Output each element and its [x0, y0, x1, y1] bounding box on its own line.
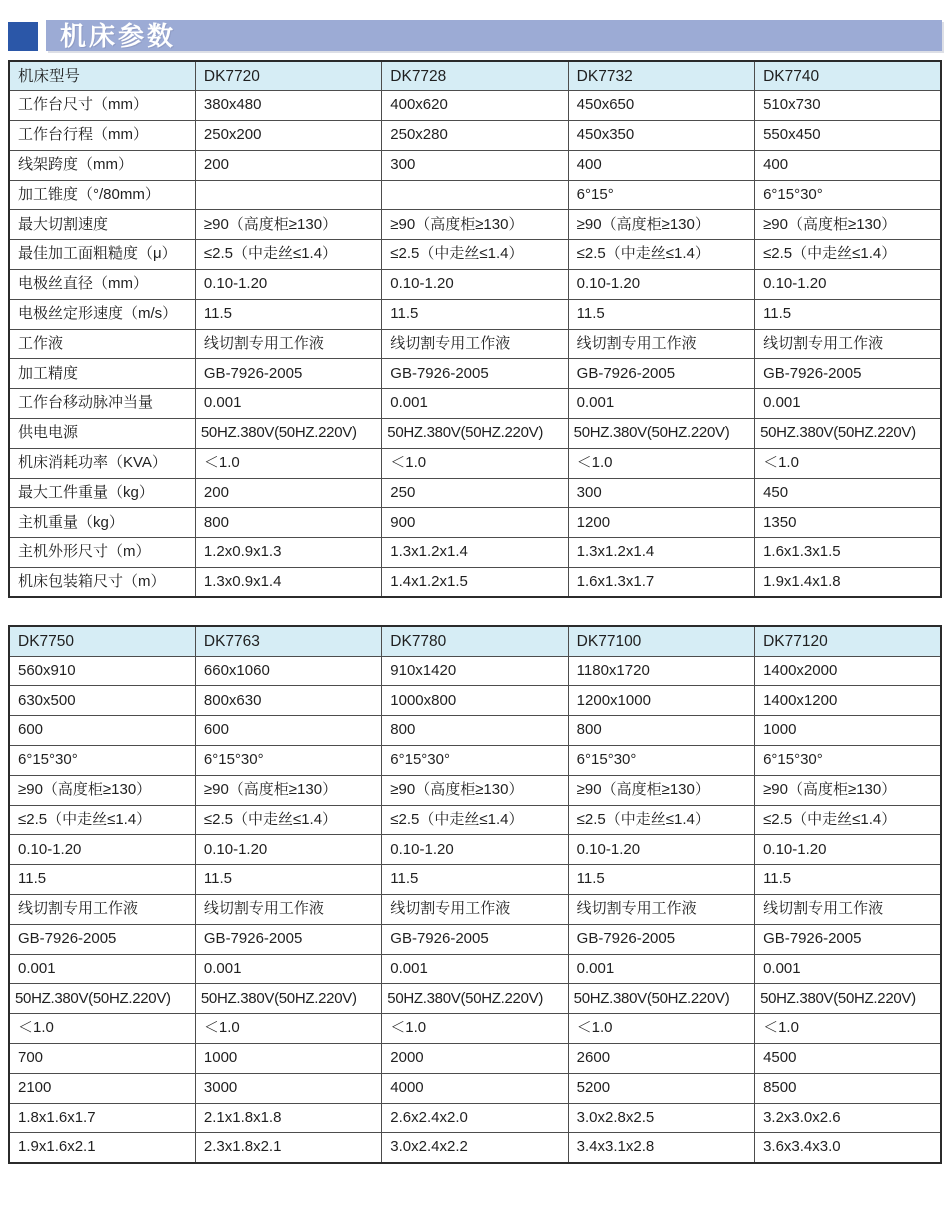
table-cell: GB-7926-2005 [382, 359, 568, 389]
table-row [9, 895, 941, 925]
row-label-cell: 供电电源 [9, 419, 195, 449]
table-cell: ＜1.0 [568, 448, 754, 478]
table-cell: 11.5 [568, 865, 754, 895]
table-row [9, 448, 941, 478]
table-cell: 200 [195, 150, 381, 180]
table-cell: GB-7926-2005 [568, 359, 754, 389]
table-cell: 1200 [568, 508, 754, 538]
table-row [9, 865, 941, 895]
table-cell: 1.3x1.2x1.4 [382, 538, 568, 568]
table-cell: ＜1.0 [755, 1014, 941, 1044]
table-cell: 8500 [755, 1073, 941, 1103]
table-cell: 线切割专用工作液 [755, 895, 941, 925]
table-cell: 50HZ.380V(50HZ.220V) [755, 419, 941, 449]
table-cell: ＜1.0 [755, 448, 941, 478]
table-cell: 线切割专用工作液 [9, 895, 195, 925]
table-cell: 900 [382, 508, 568, 538]
table-cell: 1180x1720 [568, 656, 754, 686]
header-cell: DK7740 [755, 61, 941, 91]
row-label-cell: 最佳加工面粗糙度（μ） [9, 240, 195, 270]
table-cell: 0.001 [195, 954, 381, 984]
table-cell: 0.001 [568, 954, 754, 984]
table-row [9, 299, 941, 329]
table-cell: 11.5 [755, 865, 941, 895]
table-header-row [9, 626, 941, 656]
table-cell: 6°15°30° [9, 746, 195, 776]
table-cell: 0.10-1.20 [195, 270, 381, 300]
table-cell: 1.9x1.6x2.1 [9, 1133, 195, 1163]
table-cell: 0.10-1.20 [568, 270, 754, 300]
table-row [9, 1073, 941, 1103]
table-cell: ＜1.0 [195, 448, 381, 478]
table-cell: 660x1060 [195, 656, 381, 686]
table-cell: 0.10-1.20 [755, 270, 941, 300]
table-cell: 1.3x0.9x1.4 [195, 568, 381, 598]
table-cell: 50HZ.380V(50HZ.220V) [755, 984, 941, 1014]
table-cell: 250 [382, 478, 568, 508]
row-label-cell: 加工精度 [9, 359, 195, 389]
table-cell: 11.5 [755, 299, 941, 329]
table-row [9, 716, 941, 746]
table-cell: 11.5 [195, 299, 381, 329]
table-cell: 11.5 [382, 299, 568, 329]
table-cell: ≤2.5（中走丝≤1.4） [382, 240, 568, 270]
table-cell: 1000x800 [382, 686, 568, 716]
row-label-cell: 机床消耗功率（KVA） [9, 448, 195, 478]
title-banner [46, 20, 942, 51]
table-cell: 0.10-1.20 [9, 835, 195, 865]
table-cell: 250x280 [382, 121, 568, 151]
table-cell: ≤2.5（中走丝≤1.4） [568, 805, 754, 835]
table-cell [195, 180, 381, 210]
table-cell: 450x650 [568, 91, 754, 121]
table-row [9, 1133, 941, 1163]
table-row [9, 1044, 941, 1074]
table-cell: 910x1420 [382, 656, 568, 686]
table-cell: 50HZ.380V(50HZ.220V) [382, 419, 568, 449]
table-cell: 3.6x3.4x3.0 [755, 1133, 941, 1163]
table-cell: ≥90（高度柜≥130） [382, 775, 568, 805]
row-label-cell: 电极丝定形速度（m/s） [9, 299, 195, 329]
table-cell: ≤2.5（中走丝≤1.4） [382, 805, 568, 835]
table-row [9, 270, 941, 300]
table-cell: 50HZ.380V(50HZ.220V) [9, 984, 195, 1014]
table-cell: 400 [568, 150, 754, 180]
table-cell: 0.10-1.20 [568, 835, 754, 865]
table-cell: 0.001 [382, 954, 568, 984]
table-cell: 550x450 [755, 121, 941, 151]
table-cell: 1.4x1.2x1.5 [382, 568, 568, 598]
table-cell: 6°15°30° [568, 746, 754, 776]
table-row [9, 538, 941, 568]
table-cell: 0.10-1.20 [382, 270, 568, 300]
table-cell: GB-7926-2005 [195, 359, 381, 389]
table-row [9, 210, 941, 240]
table-cell: ≥90（高度柜≥130） [9, 775, 195, 805]
header-cell: DK7728 [382, 61, 568, 91]
table-cell: ≥90（高度柜≥130） [382, 210, 568, 240]
table-cell: GB-7926-2005 [382, 924, 568, 954]
table-cell: 2000 [382, 1044, 568, 1074]
table-cell: 300 [568, 478, 754, 508]
table-cell: 3.0x2.4x2.2 [382, 1133, 568, 1163]
table-row [9, 686, 941, 716]
table-cell: 1000 [195, 1044, 381, 1074]
table-cell: 11.5 [9, 865, 195, 895]
machine-spec-table-2 [8, 625, 942, 1163]
table-cell: 2600 [568, 1044, 754, 1074]
table-cell: 线切割专用工作液 [195, 895, 381, 925]
table-cell: 1400x2000 [755, 656, 941, 686]
table-cell: 400x620 [382, 91, 568, 121]
table-cell: ≥90（高度柜≥130） [195, 775, 381, 805]
table-row [9, 746, 941, 776]
machine-spec-table-1 [8, 60, 942, 598]
row-label-cell: 主机外形尺寸（m） [9, 538, 195, 568]
table-cell: 510x730 [755, 91, 941, 121]
table-cell: 0.001 [9, 954, 195, 984]
table-cell: ≤2.5（中走丝≤1.4） [755, 240, 941, 270]
header-cell: DK7750 [9, 626, 195, 656]
row-label-cell: 电极丝直径（mm） [9, 270, 195, 300]
table-cell: GB-7926-2005 [755, 359, 941, 389]
table-cell: 3000 [195, 1073, 381, 1103]
table-cell: 线切割专用工作液 [382, 895, 568, 925]
row-label-cell: 工作台行程（mm） [9, 121, 195, 151]
table-cell: 线切割专用工作液 [568, 895, 754, 925]
table-cell: 250x200 [195, 121, 381, 151]
table-cell: 6°15°30° [755, 180, 941, 210]
row-label-cell: 机床包装箱尺寸（m） [9, 568, 195, 598]
table-cell: 3.2x3.0x2.6 [755, 1103, 941, 1133]
table-cell: 800 [195, 508, 381, 538]
table-cell: 0.10-1.20 [382, 835, 568, 865]
table-cell: 11.5 [195, 865, 381, 895]
row-label-cell: 最大工件重量（kg） [9, 478, 195, 508]
table-cell: GB-7926-2005 [195, 924, 381, 954]
table-cell: 400 [755, 150, 941, 180]
table-cell: ≥90（高度柜≥130） [195, 210, 381, 240]
table-cell: 200 [195, 478, 381, 508]
header-cell: 机床型号 [9, 61, 195, 91]
table-cell: ≤2.5（中走丝≤1.4） [195, 240, 381, 270]
table-cell: 2.6x2.4x2.0 [382, 1103, 568, 1133]
table-cell: 630x500 [9, 686, 195, 716]
table-cell: 0.001 [195, 389, 381, 419]
table-cell: 1.2x0.9x1.3 [195, 538, 381, 568]
table-row [9, 568, 941, 598]
table-cell: 2.1x1.8x1.8 [195, 1103, 381, 1133]
table-cell: 6°15° [568, 180, 754, 210]
table-cell: ≤2.5（中走丝≤1.4） [755, 805, 941, 835]
header-cell: DK7732 [568, 61, 754, 91]
table-row [9, 835, 941, 865]
table-cell: 50HZ.380V(50HZ.220V) [568, 419, 754, 449]
table-cell: 4500 [755, 1044, 941, 1074]
table-cell: 0.001 [568, 389, 754, 419]
header-cell: DK77100 [568, 626, 754, 656]
table-cell: 300 [382, 150, 568, 180]
table-cell: 6°15°30° [755, 746, 941, 776]
table-cell: 50HZ.380V(50HZ.220V) [195, 419, 381, 449]
table-cell: 560x910 [9, 656, 195, 686]
table-cell: ＜1.0 [9, 1014, 195, 1044]
table-cell: ＜1.0 [382, 448, 568, 478]
table-cell: ≥90（高度柜≥130） [755, 775, 941, 805]
table-cell: 线切割专用工作液 [195, 329, 381, 359]
table-cell: 800 [382, 716, 568, 746]
table-cell: 2100 [9, 1073, 195, 1103]
table-cell: ≤2.5（中走丝≤1.4） [9, 805, 195, 835]
table-cell: 600 [195, 716, 381, 746]
table-cell: 0.10-1.20 [195, 835, 381, 865]
table-cell: 4000 [382, 1073, 568, 1103]
table-cell: ＜1.0 [195, 1014, 381, 1044]
table-row [9, 805, 941, 835]
table-cell: ≤2.5（中走丝≤1.4） [568, 240, 754, 270]
table-cell: 11.5 [382, 865, 568, 895]
table-cell: 1400x1200 [755, 686, 941, 716]
header-cell: DK7720 [195, 61, 381, 91]
table-row [9, 419, 941, 449]
table-cell: 6°15°30° [382, 746, 568, 776]
table-cell: 1.9x1.4x1.8 [755, 568, 941, 598]
table-cell: 450 [755, 478, 941, 508]
table-cell: 700 [9, 1044, 195, 1074]
table-cell: 1.3x1.2x1.4 [568, 538, 754, 568]
table-cell: 0.001 [755, 954, 941, 984]
table-cell: 3.4x3.1x2.8 [568, 1133, 754, 1163]
table-cell: 0.10-1.20 [755, 835, 941, 865]
table-cell: 3.0x2.8x2.5 [568, 1103, 754, 1133]
row-label-cell: 工作液 [9, 329, 195, 359]
table-cell: 线切割专用工作液 [755, 329, 941, 359]
table-cell: 0.001 [755, 389, 941, 419]
table-cell: GB-7926-2005 [9, 924, 195, 954]
table-cell: 1.6x1.3x1.5 [755, 538, 941, 568]
table-row [9, 91, 941, 121]
table-cell: 1200x1000 [568, 686, 754, 716]
row-label-cell: 加工锥度（°/80mm） [9, 180, 195, 210]
table-row [9, 1014, 941, 1044]
table-row [9, 329, 941, 359]
table-cell: 11.5 [568, 299, 754, 329]
page-title: 机床参数 [60, 20, 177, 51]
table-cell: GB-7926-2005 [568, 924, 754, 954]
table-row [9, 656, 941, 686]
table-row [9, 954, 941, 984]
table-cell: 1000 [755, 716, 941, 746]
row-label-cell: 线架跨度（mm） [9, 150, 195, 180]
table-cell: 1350 [755, 508, 941, 538]
title-accent-square-icon [8, 22, 38, 51]
table-cell: 线切割专用工作液 [568, 329, 754, 359]
table-cell: ≥90（高度柜≥130） [755, 210, 941, 240]
table-header-row [9, 61, 941, 91]
table-cell: 450x350 [568, 121, 754, 151]
table-cell: 50HZ.380V(50HZ.220V) [568, 984, 754, 1014]
table-cell: 50HZ.380V(50HZ.220V) [382, 984, 568, 1014]
row-label-cell: 主机重量（kg） [9, 508, 195, 538]
table-cell: 600 [9, 716, 195, 746]
table-row [9, 775, 941, 805]
header-cell: DK7780 [382, 626, 568, 656]
table-cell: ＜1.0 [568, 1014, 754, 1044]
table-cell: 800x630 [195, 686, 381, 716]
row-label-cell: 工作台尺寸（mm） [9, 91, 195, 121]
row-label-cell: 最大切割速度 [9, 210, 195, 240]
table-cell: ≤2.5（中走丝≤1.4） [195, 805, 381, 835]
table-cell: 50HZ.380V(50HZ.220V) [195, 984, 381, 1014]
table-cell: 2.3x1.8x2.1 [195, 1133, 381, 1163]
table-cell: 1.8x1.6x1.7 [9, 1103, 195, 1133]
table-row [9, 1103, 941, 1133]
table-row [9, 240, 941, 270]
table-cell: 380x480 [195, 91, 381, 121]
table-row [9, 150, 941, 180]
table-cell: 线切割专用工作液 [382, 329, 568, 359]
header-cell: DK77120 [755, 626, 941, 656]
table-row [9, 984, 941, 1014]
section-title-bar [8, 20, 942, 51]
spec-sheet-page [0, 20, 950, 1230]
row-label-cell: 工作台移动脉冲当量 [9, 389, 195, 419]
table-cell: GB-7926-2005 [755, 924, 941, 954]
table-cell: 5200 [568, 1073, 754, 1103]
table-cell: ≥90（高度柜≥130） [568, 210, 754, 240]
table-row [9, 121, 941, 151]
table-cell: ≥90（高度柜≥130） [568, 775, 754, 805]
table-cell: 800 [568, 716, 754, 746]
table-cell: ＜1.0 [382, 1014, 568, 1044]
table-cell: 6°15°30° [195, 746, 381, 776]
table-row [9, 389, 941, 419]
table-cell: 0.001 [382, 389, 568, 419]
table-row [9, 478, 941, 508]
table-row [9, 924, 941, 954]
table-cell: 1.6x1.3x1.7 [568, 568, 754, 598]
table-row [9, 508, 941, 538]
table-cell [382, 180, 568, 210]
header-cell: DK7763 [195, 626, 381, 656]
table-row [9, 180, 941, 210]
table-row [9, 359, 941, 389]
